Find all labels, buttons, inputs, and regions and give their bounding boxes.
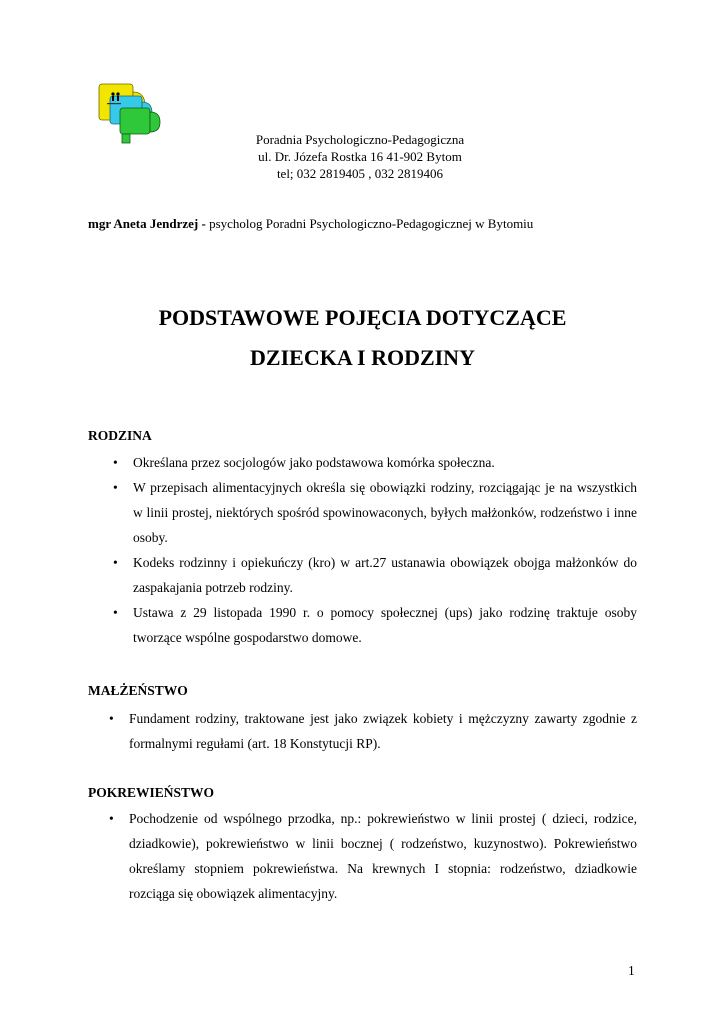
bullet-icon: • <box>113 455 118 470</box>
section-list-rodzina <box>113 450 637 650</box>
section-list-malzenstwo <box>109 706 637 756</box>
author-name: mgr Aneta Jendrzej - <box>88 216 206 231</box>
list-item: • Ustawa z 29 listopada 1990 r. o pomocy społecznej (ups) jako rodzinę traktuje osoby tworzące wspólne gospodarstwo domowe. <box>133 600 637 650</box>
author-role: psycholog Poradni Psychologiczno-Pedagogicznej w Bytomiu <box>205 216 534 231</box>
bullet-icon: • <box>109 711 114 726</box>
list-item: • Fundament rodziny, traktowane jest jako związek kobiety i mężczyzny zawarty zgodnie z formalnymi regułami (art. 18 Konstytucji RP). <box>129 706 637 756</box>
section-heading-pokrewienstwo: POKREWIEŃSTWO <box>88 785 215 800</box>
document-title-line-1: PODSTAWOWE POJĘCIA DOTYCZĄCE <box>158 305 567 330</box>
section-heading-malzenstwo: MAŁŻEŃSTWO <box>88 683 188 698</box>
section-list-pokrewienstwo <box>109 806 637 906</box>
bullet-icon: • <box>113 605 118 620</box>
list-item: • Kodeks rodzinny i opiekuńczy (kro) w art.27 ustanawia obowiązek obojga małżonków do zaspakajania potrzeb rodziny. <box>133 550 637 600</box>
bullet-icon: • <box>109 811 114 826</box>
institution-phone: tel; 032 2819405 , 032 2819406 <box>276 166 444 181</box>
page-number: 1 <box>628 963 635 978</box>
author-line <box>88 216 533 232</box>
institution-name: Poradnia Psychologiczno-Pedagogiczna <box>255 132 465 147</box>
institution-address: ul. Dr. Józefa Rostka 16 41-902 Bytom <box>258 149 462 164</box>
list-item: • W przepisach alimentacyjnych określa się obowiązki rodziny, rozciągając je na wszystkich w linii prostej, niektórych spośród spowinowaconych, byłych małżonków, rodzeństwo i inne osoby. <box>133 475 637 550</box>
institution-header <box>160 131 560 182</box>
section-heading-rodzina: RODZINA <box>88 428 152 443</box>
poradnia-logo-icon <box>96 82 166 146</box>
bullet-icon: • <box>113 555 118 570</box>
bullet-icon: • <box>113 480 118 495</box>
document-title-line-2: DZIECKA I RODZINY <box>250 345 475 370</box>
list-item: • Pochodzenie od wspólnego przodka, np.: pokrewieństwo w linii prostej ( dzieci, rodzice, dziadkowie), pokrewieństwo w linii bocznej ( rodzeństwo, kuzynostwo). Pokrewieństwo określamy stopniem pokrewieństwa. Na krewnych I stopnia: rodzeństwo, dziadkowie rozciąga się obowiązek alimentacyjny. <box>129 806 637 906</box>
list-item: • Określana przez socjologów jako podstawowa komórka społeczna. <box>133 450 637 475</box>
